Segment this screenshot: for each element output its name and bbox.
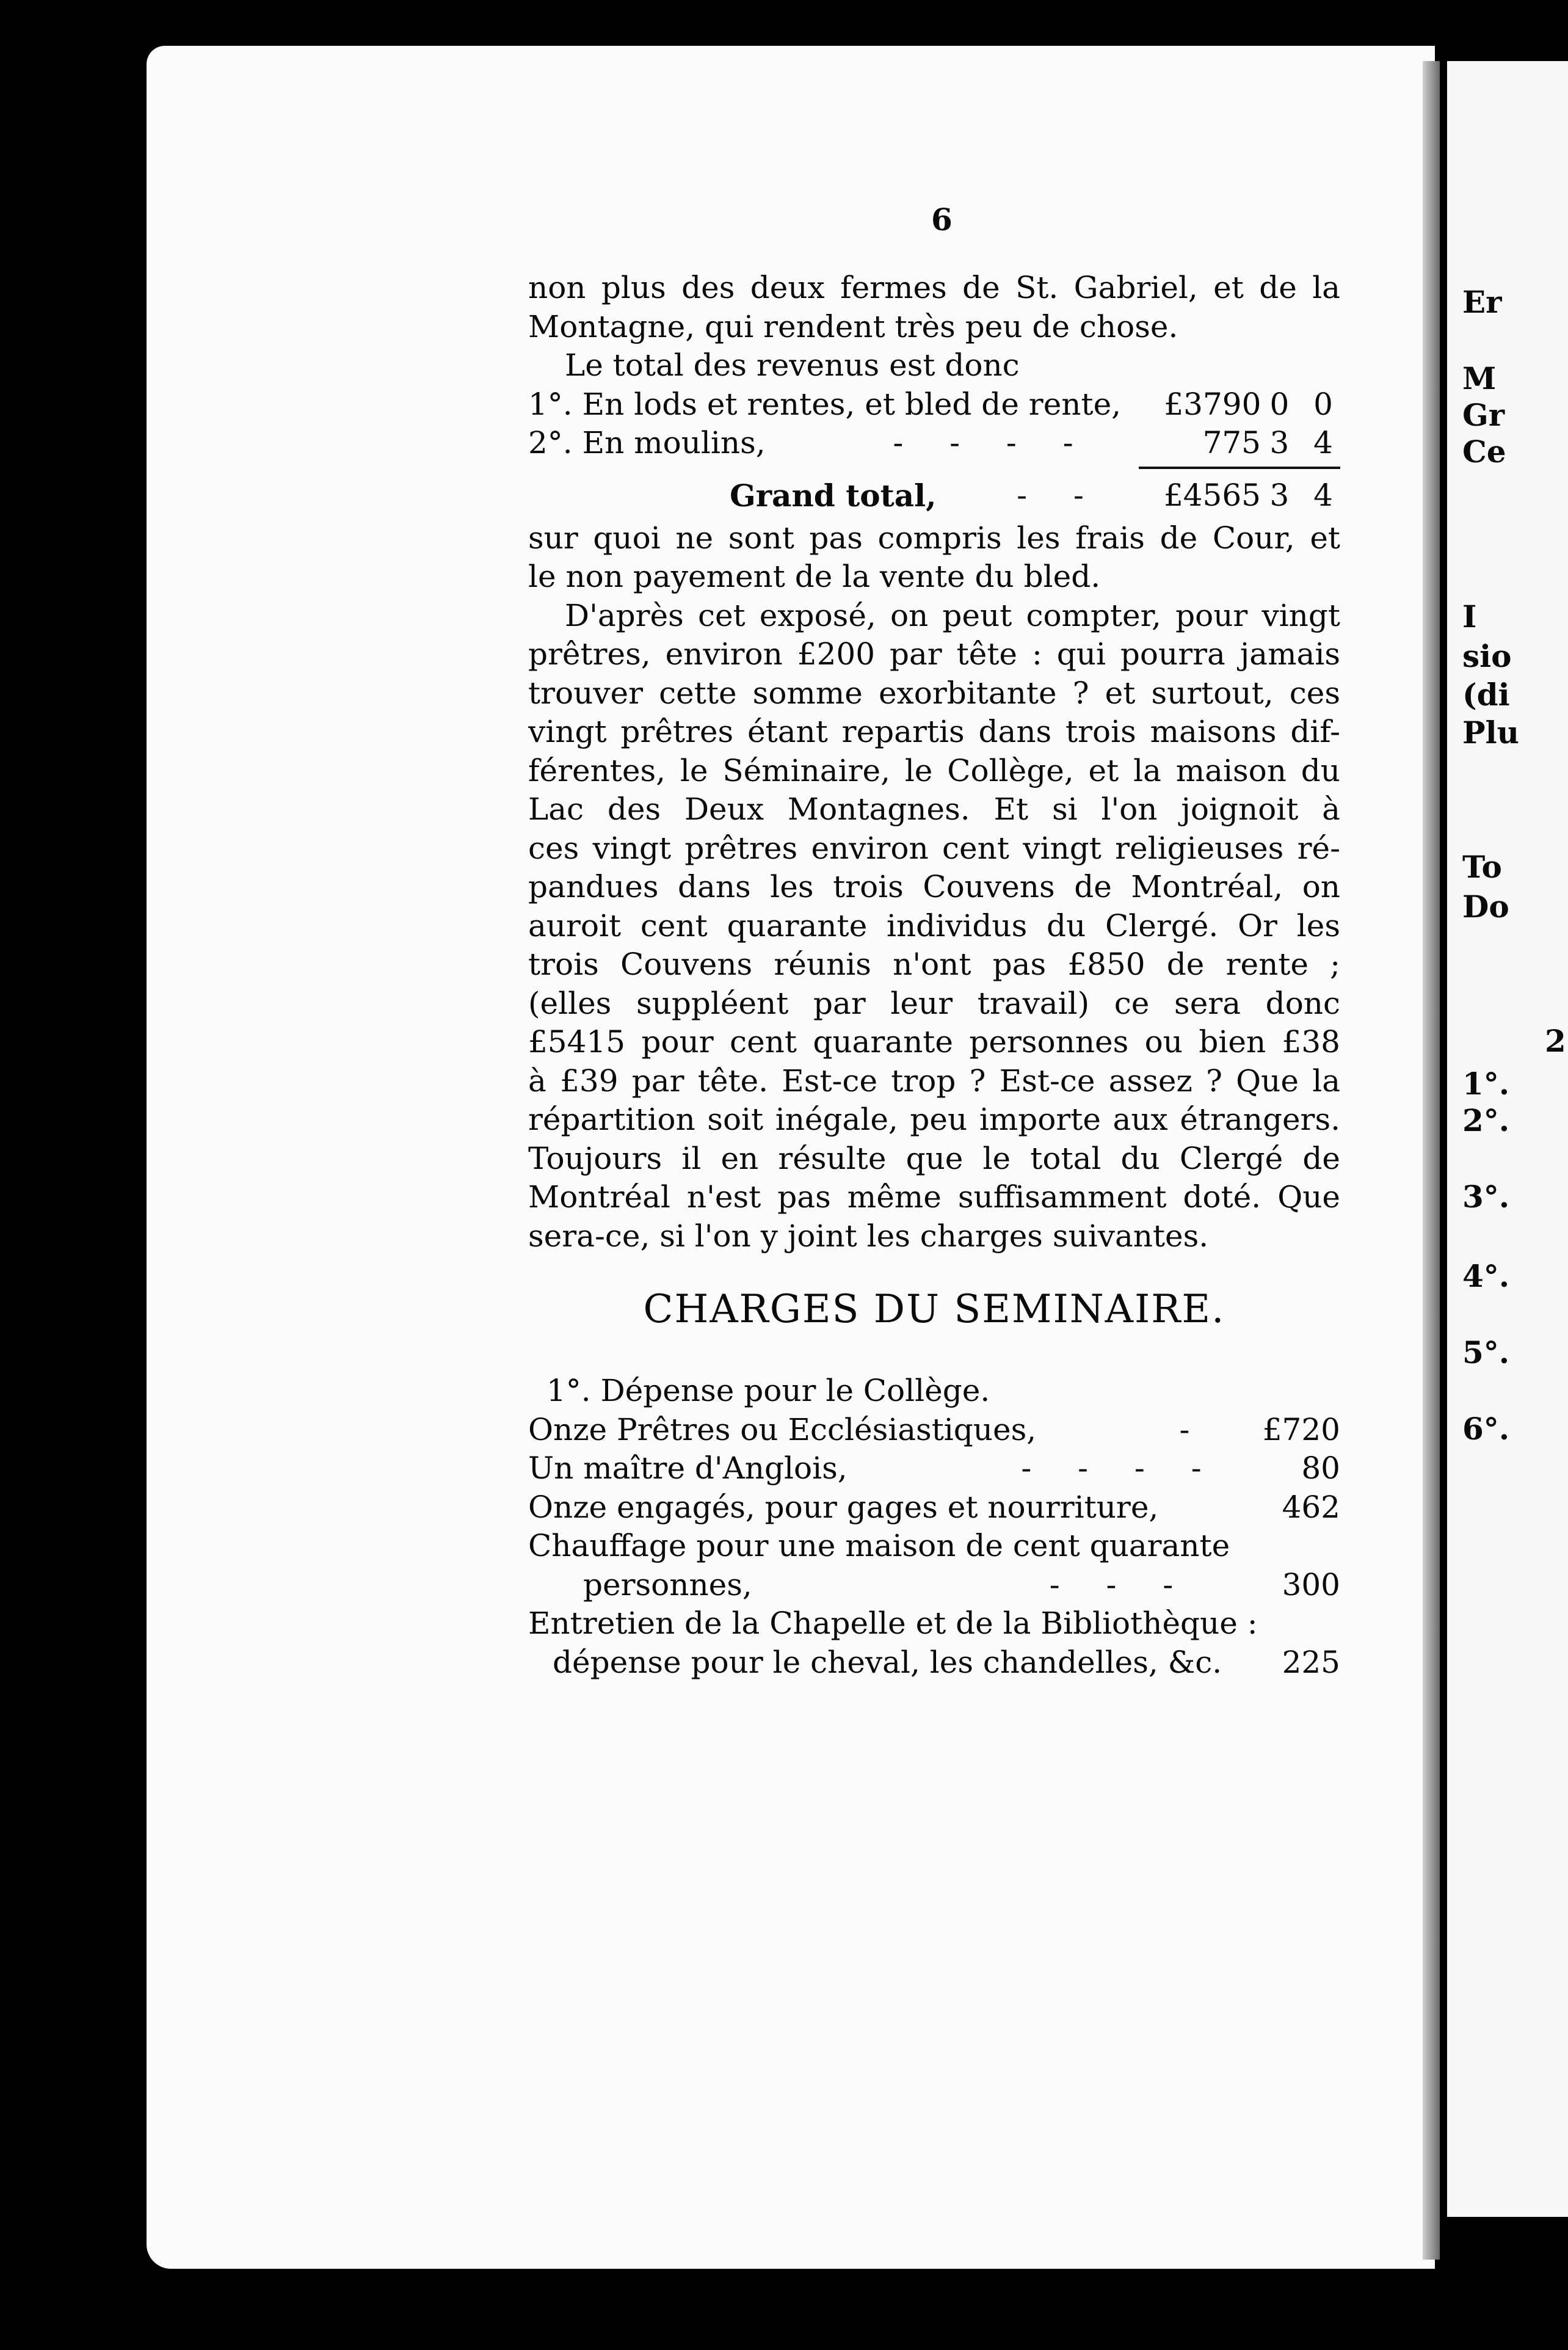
leader-dashes: - - - - xyxy=(893,425,1092,460)
right-fragment: 5°. xyxy=(1462,1334,1510,1370)
text-line: férentes, le Séminaire, le Collège, et la maison du xyxy=(528,752,1340,788)
charge-amount: 225 xyxy=(1282,1644,1340,1680)
text-line: Le total des revenus est donc xyxy=(565,347,1020,383)
text-line: vingt prêtres étant repartis dans trois maisons dif- xyxy=(528,714,1340,749)
text-line: Montagne, qui rendent très peu de chose. xyxy=(528,308,1178,344)
text-line: trouver cette somme exorbitante ? et surtout, ces xyxy=(528,675,1340,711)
spacer xyxy=(528,1346,1340,1372)
right-fragment: I xyxy=(1462,598,1477,635)
text-line: £5415 pour cent quarante personnes ou bien £38 xyxy=(528,1024,1340,1060)
page-fold xyxy=(1423,61,1440,2260)
text-line: pandues dans les trois Couvens de Montréal, on xyxy=(528,869,1340,904)
rule-line xyxy=(1139,467,1340,469)
charge-row xyxy=(528,1488,1340,1527)
right-fragment: 1°. xyxy=(1462,1066,1510,1102)
text-line: à £39 par tête. Est-ce trop ? Est-ce assez ? Que la xyxy=(528,1063,1340,1099)
text-line: Toujours il en résulte que le total du Clergé de xyxy=(528,1140,1340,1176)
sum-rule xyxy=(528,463,1340,476)
text-line: ces vingt prêtres environ cent vingt religieuses ré- xyxy=(528,830,1340,866)
right-fragment: Er xyxy=(1462,284,1502,320)
page-text xyxy=(528,269,1340,1682)
grand-total-row xyxy=(528,476,1340,519)
text-line: non plus des deux fermes de St. Gabriel, et de la xyxy=(528,270,1340,305)
charge-label: Onze engagés, pour gages et nourriture, xyxy=(528,1489,1159,1525)
charge-label: Un maître d'Anglois, xyxy=(528,1450,848,1486)
charge-amount: £720 xyxy=(1262,1411,1340,1447)
right-fragment: (di xyxy=(1462,677,1510,713)
text-line: sera-ce, si l'on y joint les charges suivantes. xyxy=(528,1218,1209,1254)
right-fragment: Plu xyxy=(1462,715,1519,751)
right-fragment: 2 xyxy=(1545,1023,1566,1059)
page-number: 6 xyxy=(931,202,953,238)
charge-line: Entretien de la Chapelle et de la Bibliothèque : xyxy=(528,1606,1258,1641)
text-line: Montréal n'est pas même suffisamment doté. Que xyxy=(528,1179,1340,1215)
charge-label: dépense pour le cheval, les chandelles, &c. xyxy=(553,1644,1222,1680)
right-fragment: Ce xyxy=(1462,434,1506,470)
charges-heading: 1°. Dépense pour le Collège. xyxy=(546,1373,990,1408)
text-line: prêtres, environ £200 par tête : qui pourra jamais xyxy=(528,636,1340,672)
account-label: 2°. En moulins, xyxy=(528,425,766,460)
charge-amount: 462 xyxy=(1282,1489,1340,1525)
charge-label: Onze Prêtres ou Ecclésiastiques, xyxy=(528,1411,1037,1447)
text-line: sur quoi ne sont pas compris les frais de Cour, et xyxy=(528,520,1340,556)
right-fragment: Gr xyxy=(1462,397,1505,433)
leader-dashes: - - - - xyxy=(1021,1450,1220,1486)
text-line: auroit cent quarante individus du Clergé. Or les xyxy=(528,908,1340,944)
right-fragment: sio xyxy=(1462,638,1512,674)
grand-total-subunits: 3 4 xyxy=(1269,477,1340,513)
charge-amount: 80 xyxy=(1301,1450,1340,1486)
account-label: 1°. En lods et rentes, et bled de rente, xyxy=(528,386,1122,422)
leader-dashes: - xyxy=(1179,1411,1208,1447)
charge-row xyxy=(528,1449,1340,1488)
right-fragment: 3°. xyxy=(1462,1179,1510,1215)
grand-total-amount: £4565 xyxy=(1163,477,1261,513)
right-fragment: 4°. xyxy=(1462,1258,1510,1294)
leader-dashes: - - - xyxy=(1049,1566,1192,1602)
text-line: le non payement de la vente du bled. xyxy=(528,559,1101,594)
account-subunits: 0 0 xyxy=(1269,386,1340,422)
account-subunits: 3 4 xyxy=(1269,425,1340,460)
right-fragment: M xyxy=(1462,360,1497,396)
charge-row xyxy=(528,1643,1340,1682)
account-amount: 775 xyxy=(1202,425,1261,460)
charge-line: Chauffage pour une maison de cent quarante xyxy=(528,1528,1230,1563)
charge-label: personnes, xyxy=(583,1566,752,1602)
grand-total-label: Grand total, xyxy=(730,477,937,514)
right-fragment: Do xyxy=(1462,889,1509,925)
account-amount: £3790 xyxy=(1164,386,1261,422)
account-row xyxy=(528,424,1340,463)
charge-amount: 300 xyxy=(1282,1566,1340,1602)
leader-dashes: - - xyxy=(1017,477,1102,513)
right-fragment: 6°. xyxy=(1462,1411,1510,1447)
charge-row xyxy=(528,1566,1340,1605)
charge-row xyxy=(528,1411,1340,1450)
text-line: répartition soit inégale, peu importe aux étrangers. xyxy=(528,1102,1340,1137)
right-fragment: To xyxy=(1462,849,1502,885)
text-line: (elles suppléent par leur travail) ce sera donc xyxy=(528,985,1340,1021)
text-line: Lac des Deux Montagnes. Et si l'on joignoit à xyxy=(528,791,1340,827)
account-row xyxy=(528,385,1340,424)
right-fragment: 2°. xyxy=(1462,1102,1510,1138)
text-line: trois Couvens réunis n'ont pas £850 de rente ; xyxy=(528,947,1340,982)
right-page-fragment xyxy=(1447,61,1568,2217)
text-line: D'après cet exposé, on peut compter, pour vingt xyxy=(565,597,1340,633)
section-title: CHARGES DU SEMINAIRE. xyxy=(643,1287,1225,1332)
